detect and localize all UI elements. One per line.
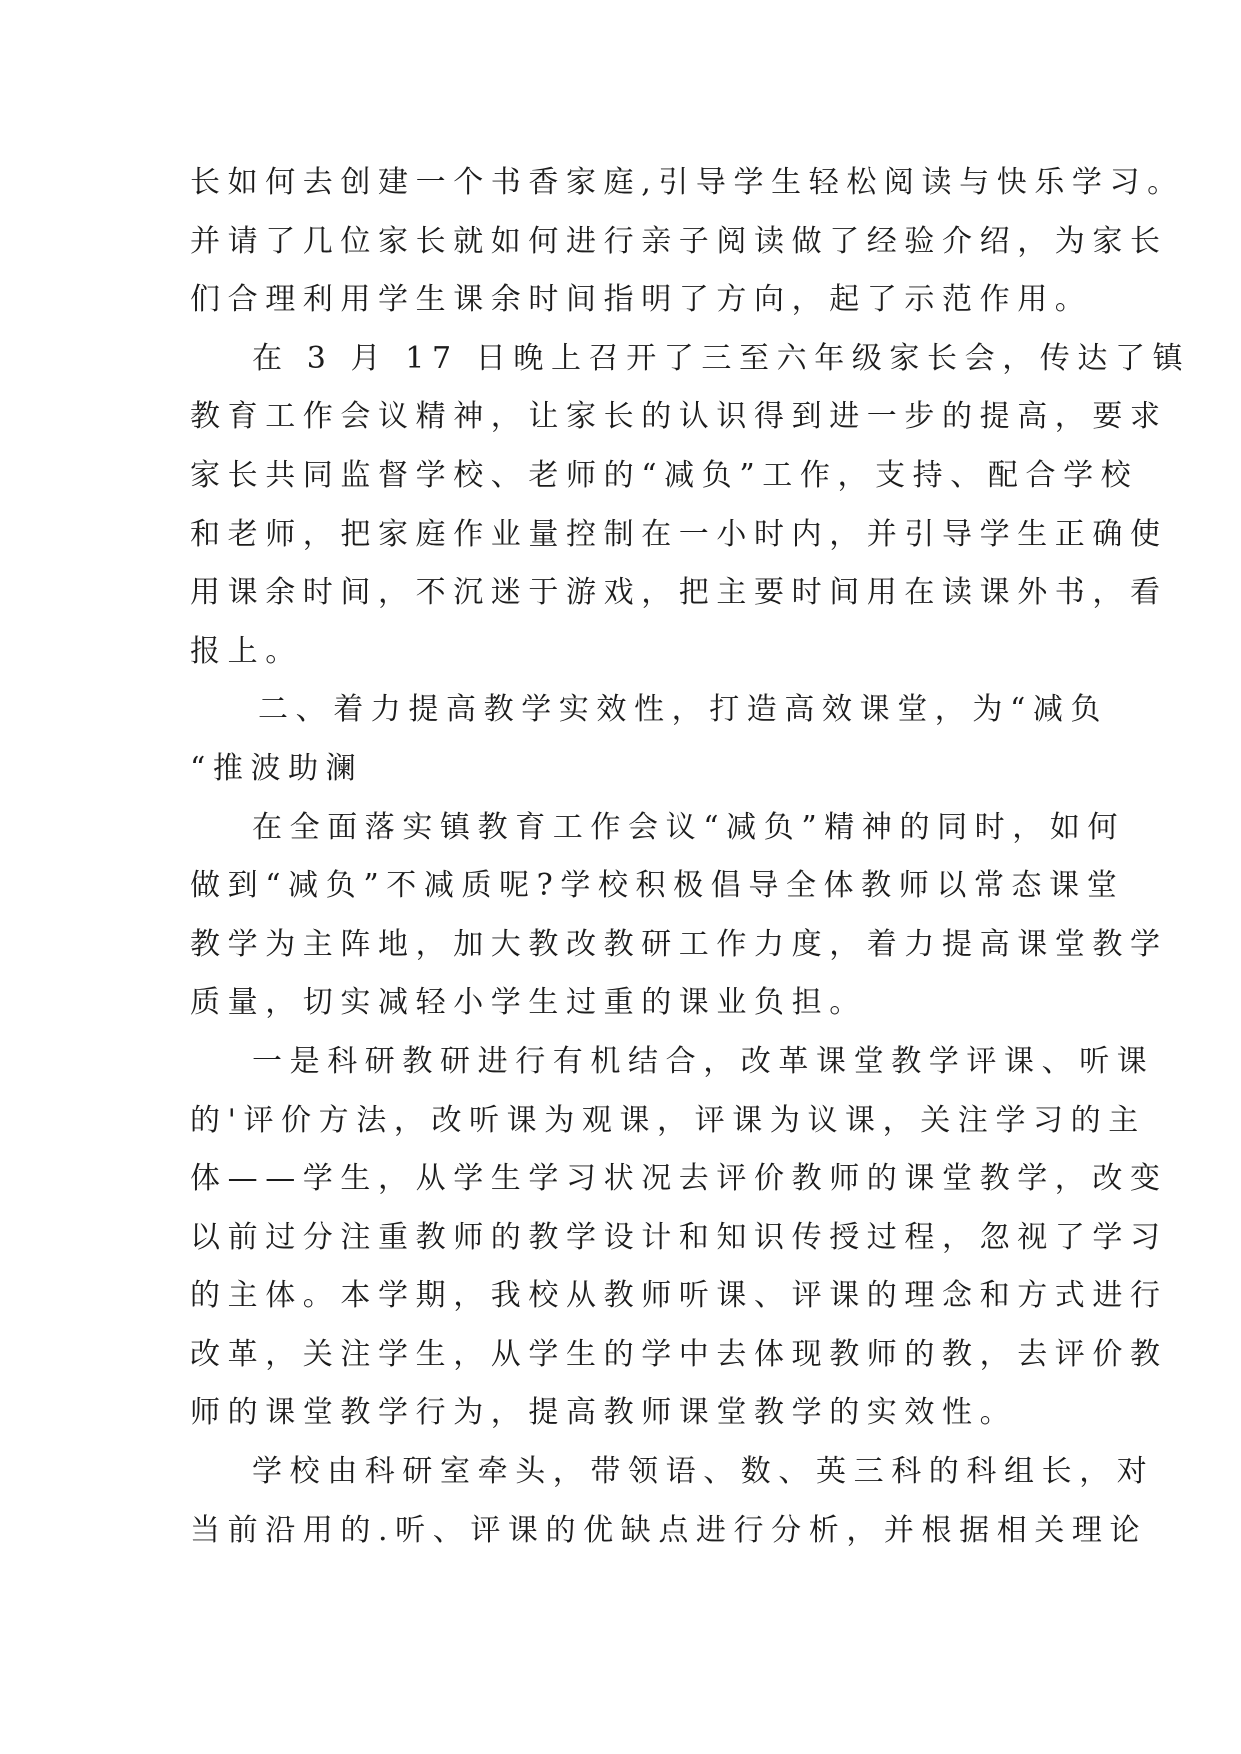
text-line: 用课余时间，不沉迷于游戏，把主要时间用在读课外书，看 <box>190 575 1168 611</box>
text-line: 做到“减负”不减质呢?学校积极倡导全体教师以常态课堂 <box>190 868 1125 904</box>
text-line: 师的课堂教学行为，提高教师课堂教学的实效性。 <box>190 1395 1018 1431</box>
paragraph-first-line: 一是科研教研进行有机结合，改革课堂教学评课、听课 <box>252 1043 1155 1079</box>
text-line: 家长共同监督学校、老师的“减负”工作，支持、配合学校 <box>190 457 1139 493</box>
text-line: 的'评价方法，改听课为观课，评课为议课，关注学习的主 <box>190 1102 1146 1138</box>
text-line: 当前沿用的.听、评课的优缺点进行分析，并根据相关理论 <box>190 1512 1148 1548</box>
text-line: 的主体。本学期，我校从教师听课、评课的理念和方式进行 <box>190 1278 1168 1314</box>
paragraph-first-line: 在全面落实镇教育工作会议“减负”精神的同时，如何 <box>252 809 1126 845</box>
document-body <box>190 154 1191 1560</box>
paragraph-first-line: 学校由科研室牵头，带领语、数、英三科的科组长，对 <box>252 1454 1155 1490</box>
paragraph-first-line: 在 3 月 17 日晚上召开了三至六年级家长会，传达了镇 <box>252 340 1191 376</box>
section-heading: 二、着力提高教学实效性，打造高效课堂，为“减负 <box>258 692 1109 728</box>
text-line: 教育工作会议精神，让家长的认识得到进一步的提高，要求 <box>190 399 1168 435</box>
text-line: 长如何去创建一个书香家庭,引导学生轻松阅读与快乐学习。 <box>190 165 1185 200</box>
text-line: 改革，关注学生，从学生的学中去体现教师的教，去评价教 <box>190 1336 1168 1372</box>
text-line: 并请了几位家长就如何进行亲子阅读做了经验介绍，为家长 <box>190 223 1168 259</box>
text-line: 体——学生，从学生学习状况去评价教师的课堂教学，改变 <box>190 1161 1168 1197</box>
text-line: 质量，切实减轻小学生过重的课业负担。 <box>190 985 867 1021</box>
section-heading-continuation: “推波助澜 <box>190 750 364 786</box>
text-line: 和老师，把家庭作业量控制在一小时内，并引导学生正确使 <box>190 516 1168 552</box>
text-line: 教学为主阵地，加大教改教研工作力度，着力提高课堂教学 <box>190 926 1168 962</box>
text-line: 报上。 <box>190 633 303 669</box>
text-line: 们合理利用学生课余时间指明了方向，起了示范作用。 <box>190 282 1093 318</box>
text-line: 以前过分注重教师的教学设计和知识传授过程，忽视了学习 <box>190 1219 1168 1255</box>
